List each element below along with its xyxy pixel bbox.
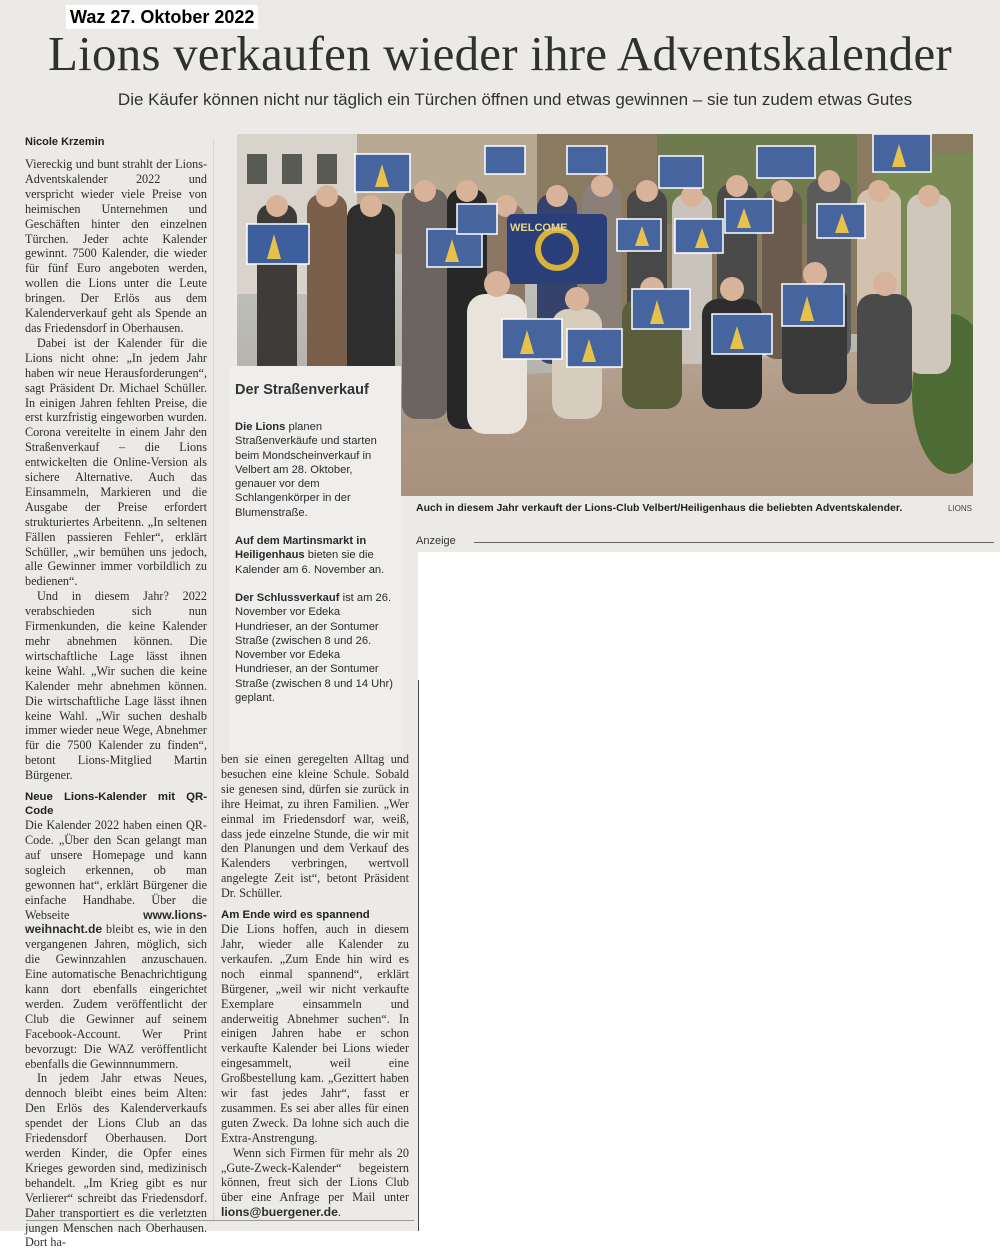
info-box-title: Der Straßenverkauf — [235, 382, 369, 398]
photo-caption: Auch in diesem Jahr verkauft der Lions-Club Velbert/Heiligenhaus die beliebten Adventskalender. — [416, 502, 903, 514]
info-lead: Die Lions — [235, 421, 286, 433]
banner-text: WELCOME — [510, 222, 568, 234]
info-paragraph — [235, 591, 395, 705]
column-divider — [213, 140, 214, 1220]
paragraph: Und in diesem Jahr? 2022 verabschieden sich nun Firmenkunden, die keine Kalender mehr abnehmen können. Die wirtschaftliche Lage lässt ihnen keine Wahl. „Wir suchen die keine Kalender mehr abnehmen können. Die wirtschaftliche Lage lässt ihnen keine Wahl. „Wir suchen deshalb immer wieder neue Wege, Abnehmer für die 7500 Kalender zu finden“, betont Lions-Mitglied Martin Bürgener. — [25, 589, 207, 783]
info-paragraph — [235, 420, 395, 520]
author-byline: Nicole Krzemin — [25, 136, 105, 148]
info-text: ist am 26. November vor Edeka Hundrieser, an der Sontumer Straße (zwischen 8 und 26. November vor Edeka Hundrieser, an der Sontumer Straße (zwischen 8 und 14 Uhr) geplant. — [235, 591, 393, 705]
paragraph-text: Wenn sich Firmen für mehr als 20 „Gute-Zweck-Kalender“ begeistern können, freut sich der Lions Club über eine Anfrage per Mail unter — [221, 1145, 409, 1205]
info-text: planen Straßenverkäufe und starten beim Mondscheinverkauf in Velbert am 28. Oktober, genauer vor dem Schlangenkörper in der Blumenstraße. — [235, 421, 377, 519]
info-paragraph — [235, 534, 395, 577]
info-box-street-sale — [229, 366, 401, 754]
photo-credit: LIONS — [947, 504, 972, 513]
info-text: bieten sie die Kalender am 6. November an. — [235, 549, 385, 576]
clipping-edge — [418, 680, 419, 1231]
paragraph-text: . — [337, 1205, 341, 1220]
paragraph: Viereckig und bunt strahlt der Lions-Adventskalender 2022 und verspricht wieder viele Preise von heimischen Unternehmen und Geschäften hinter den einzelnen Türchen. Jeder achte Kalender gewinnt. 7500 Kalender, die wieder für fünf Euro angeboten werden, wollen die Lions unter die Leute bringen. Der Erlös aus dem Kalenderverkauf geht als Spende an das Friedensdorf in Oberhausen. — [25, 157, 207, 335]
advertisement-label: Anzeige — [416, 535, 456, 547]
paragraph — [221, 1146, 409, 1221]
headline: Lions verkaufen wieder ihre Adventskalender — [48, 26, 952, 81]
bottom-rule — [26, 1220, 414, 1221]
article-column-1 — [25, 135, 207, 1250]
section-heading: Neue Lions-Kalender mit QR-Code — [25, 791, 207, 818]
date-stamp: Waz 27. Oktober 2022 — [66, 5, 258, 29]
paragraph: ben sie einen geregelten Alltag und besuchen eine kleine Schule. Sobald sie genesen sind, dürfen sie zurück in ihre Heimat, zu ihren Familien. „Wer einmal im Friedensdorf war, weiß, dass jede einzelne Stunde, die wir mit den Planungen und dem Verkauf des Kalenders verbringen, wertvoll angelegte Zeit ist“, betont Präsident Dr. Schüller. — [221, 752, 409, 901]
email-link[interactable]: lions@buergener.de — [221, 1205, 338, 1220]
paragraph: In jedem Jahr etwas Neues, dennoch bleibt eines beim Alten: Den Erlös des Kalenderverkaufs spendet der Lions Club an das Friedensdorf Oberhausen. Dort werden Kinder, die Opfer eines Krieges geworden sind, medizinisch behandelt. „Im Krieg gibt es nur Verlierer“ schreibt das Friedensdorf. Daher transportiert es die verletzten jungen Menschen nach Oberhausen. Dort ha- — [25, 1071, 207, 1250]
info-lead: Der Schlussverkauf — [235, 591, 340, 604]
paragraph — [25, 818, 207, 1071]
subheadline: Die Käufer können nicht nur täglich ein Türchen öffnen und etwas gewinnen – sie tun zudem etwas Gutes — [117, 90, 913, 109]
paragraph: Die Lions hoffen, auch in diesem Jahr, wieder alle Kalender zu verkaufen. „Zum Ende hin wird es noch einmal spannend“, erklärt Bürgener, „weil wir nicht verkaufte Exemplare einsammeln und anderweitig Abnehmer suchen“. In einigen Jahren habe er schon verkaufte Kalender bei Lions wieder eingesammelt, weil eine Großbestellung kam. „Gezittert haben wir fast jedes Jahr“, fasst er zusammen. Es sei aber alles für einen guten Zweck. Da lohne sich auch die Extra-Anstrengung. — [221, 922, 409, 1145]
paragraph-text: Die Kalender 2022 haben einen QR-Code. „Über den Scan gelangt man auf unsere Homepage und kann sogleich erkennen, ob man gewonnen hat“, erklärt Bürgener die einfache Handhabe. Über die Webseite — [25, 818, 207, 922]
website-link[interactable]: www.lions-weihnacht.de — [25, 907, 207, 937]
paragraph-text: bleibt es, wie in den vergangenen Jahren, möglich, sich die Gewinnzahlen anzuschauen. Eine automatische Benachrichtigung kann dort ebenfalls eingerichtet werden. Zudem veröffentlicht der Club die Gewinner auf seinem Facebook-Account. Wer Print bevorzugt: Die WAZ veröffentlicht ebenfalls die Gewinnnummern. — [25, 922, 207, 1071]
info-lead: Auf dem Martinsmarkt in Heiligenhaus — [235, 535, 367, 562]
article-column-2 — [221, 752, 409, 1220]
paragraph: Dabei ist der Kalender für die Lions nicht ohne: „In jedem Jahr haben wir neue Herausforderungen“, sagt Präsident Dr. Michael Schüller. In einigen Jahren fehlten Preise, die erst kurzfristig eingeworben wurden. Corona vereitelte in einem Jahr den Straßenverkauf – die Lions entwickelten die Online-Version als sichere Alternative. Auch das Einsammeln, Markieren und die Ausgabe der Preise erfordert strukturiertes Arbeitenn. „In seltenen Fällen passieren Fehler“, erklärt Schüller, „wir bemühen uns jedoch, alle Gewinner immer vorbildlich zu bedienen“. — [25, 335, 207, 589]
section-heading: Am Ende wird es spannend — [221, 909, 370, 922]
info-box-body — [229, 420, 401, 705]
advertisement-rule — [474, 542, 994, 543]
